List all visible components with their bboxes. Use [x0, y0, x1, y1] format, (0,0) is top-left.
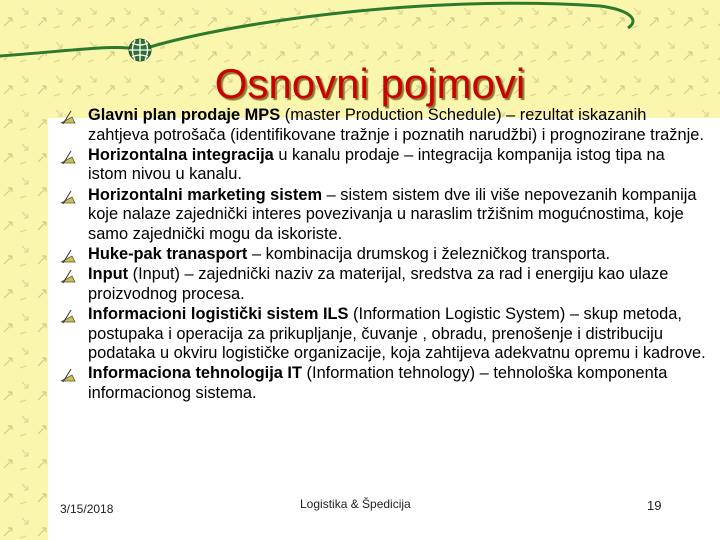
list-item: [58, 186, 708, 245]
star-bullet-icon: [60, 189, 76, 205]
slide-title: Osnovni pojmovi: [214, 60, 526, 107]
bullet-list: [58, 106, 708, 404]
star-bullet-icon: [60, 109, 76, 125]
star-bullet-icon: [60, 367, 76, 383]
list-item: [58, 265, 708, 304]
term: Horizontalna integracija: [88, 145, 274, 164]
star-bullet-icon: [60, 248, 76, 264]
star-bullet-icon: [60, 268, 76, 284]
globe-icon: [129, 39, 151, 61]
definition: (Input) – zajednički naziv za materijal, sredstva za rad i energiju kao ulaze proizvodnog procesa.: [88, 265, 669, 303]
list-item: [58, 364, 708, 403]
list-item: [58, 106, 708, 145]
term: Input: [88, 265, 129, 284]
star-bullet-icon: [60, 149, 76, 165]
term: Glavni plan prodaje MPS: [88, 106, 281, 124]
definition: (Information Logistic System) – skup metoda, postupaka i operacija za prikupljanje, čuvanje , obradu, prenošenje i distribuciju podataka u okviru logističke organizacije, koja zahtijeva adekvatnu opremu i kadrove.: [88, 304, 706, 363]
definition: – kombinacija drumskog i železničkog transporta.: [247, 244, 610, 263]
list-item: [58, 305, 708, 364]
list-item: [58, 146, 708, 185]
term: Huke-pak tranasport: [88, 244, 248, 263]
term: Horizontalni marketing sistem: [88, 185, 323, 204]
term: Informacioni logistički sistem ILS: [88, 304, 349, 323]
term: Informaciona tehnologija IT: [88, 364, 302, 383]
footer-topic: Logistika & Špedicija: [300, 497, 411, 511]
list-item: [58, 245, 708, 265]
definition: – sistem sistem dve ili više nepovezanih kompanija koje nalaze zajednički interes povezivanja u naraslim tržišnim mogućnostima, koje samo zajednički mogu da iskoriste.: [88, 185, 697, 243]
footer-date: 3/15/2018: [60, 502, 114, 516]
star-bullet-icon: [60, 308, 76, 324]
definition: (Information tehnology) – tehnološka komponenta informacionog sistema.: [88, 364, 668, 402]
definition: (master Production Schedule) – rezultat iskazanih zahtjeva potrošača (identifikovane tražnje i poznatih narudžbi) i prognozirane tražnje.: [88, 106, 704, 144]
definition: u kanalu prodaje – integracija kompanija istog tipa na istom nivou u kanalu.: [88, 145, 665, 184]
page-number: 19: [647, 498, 662, 513]
